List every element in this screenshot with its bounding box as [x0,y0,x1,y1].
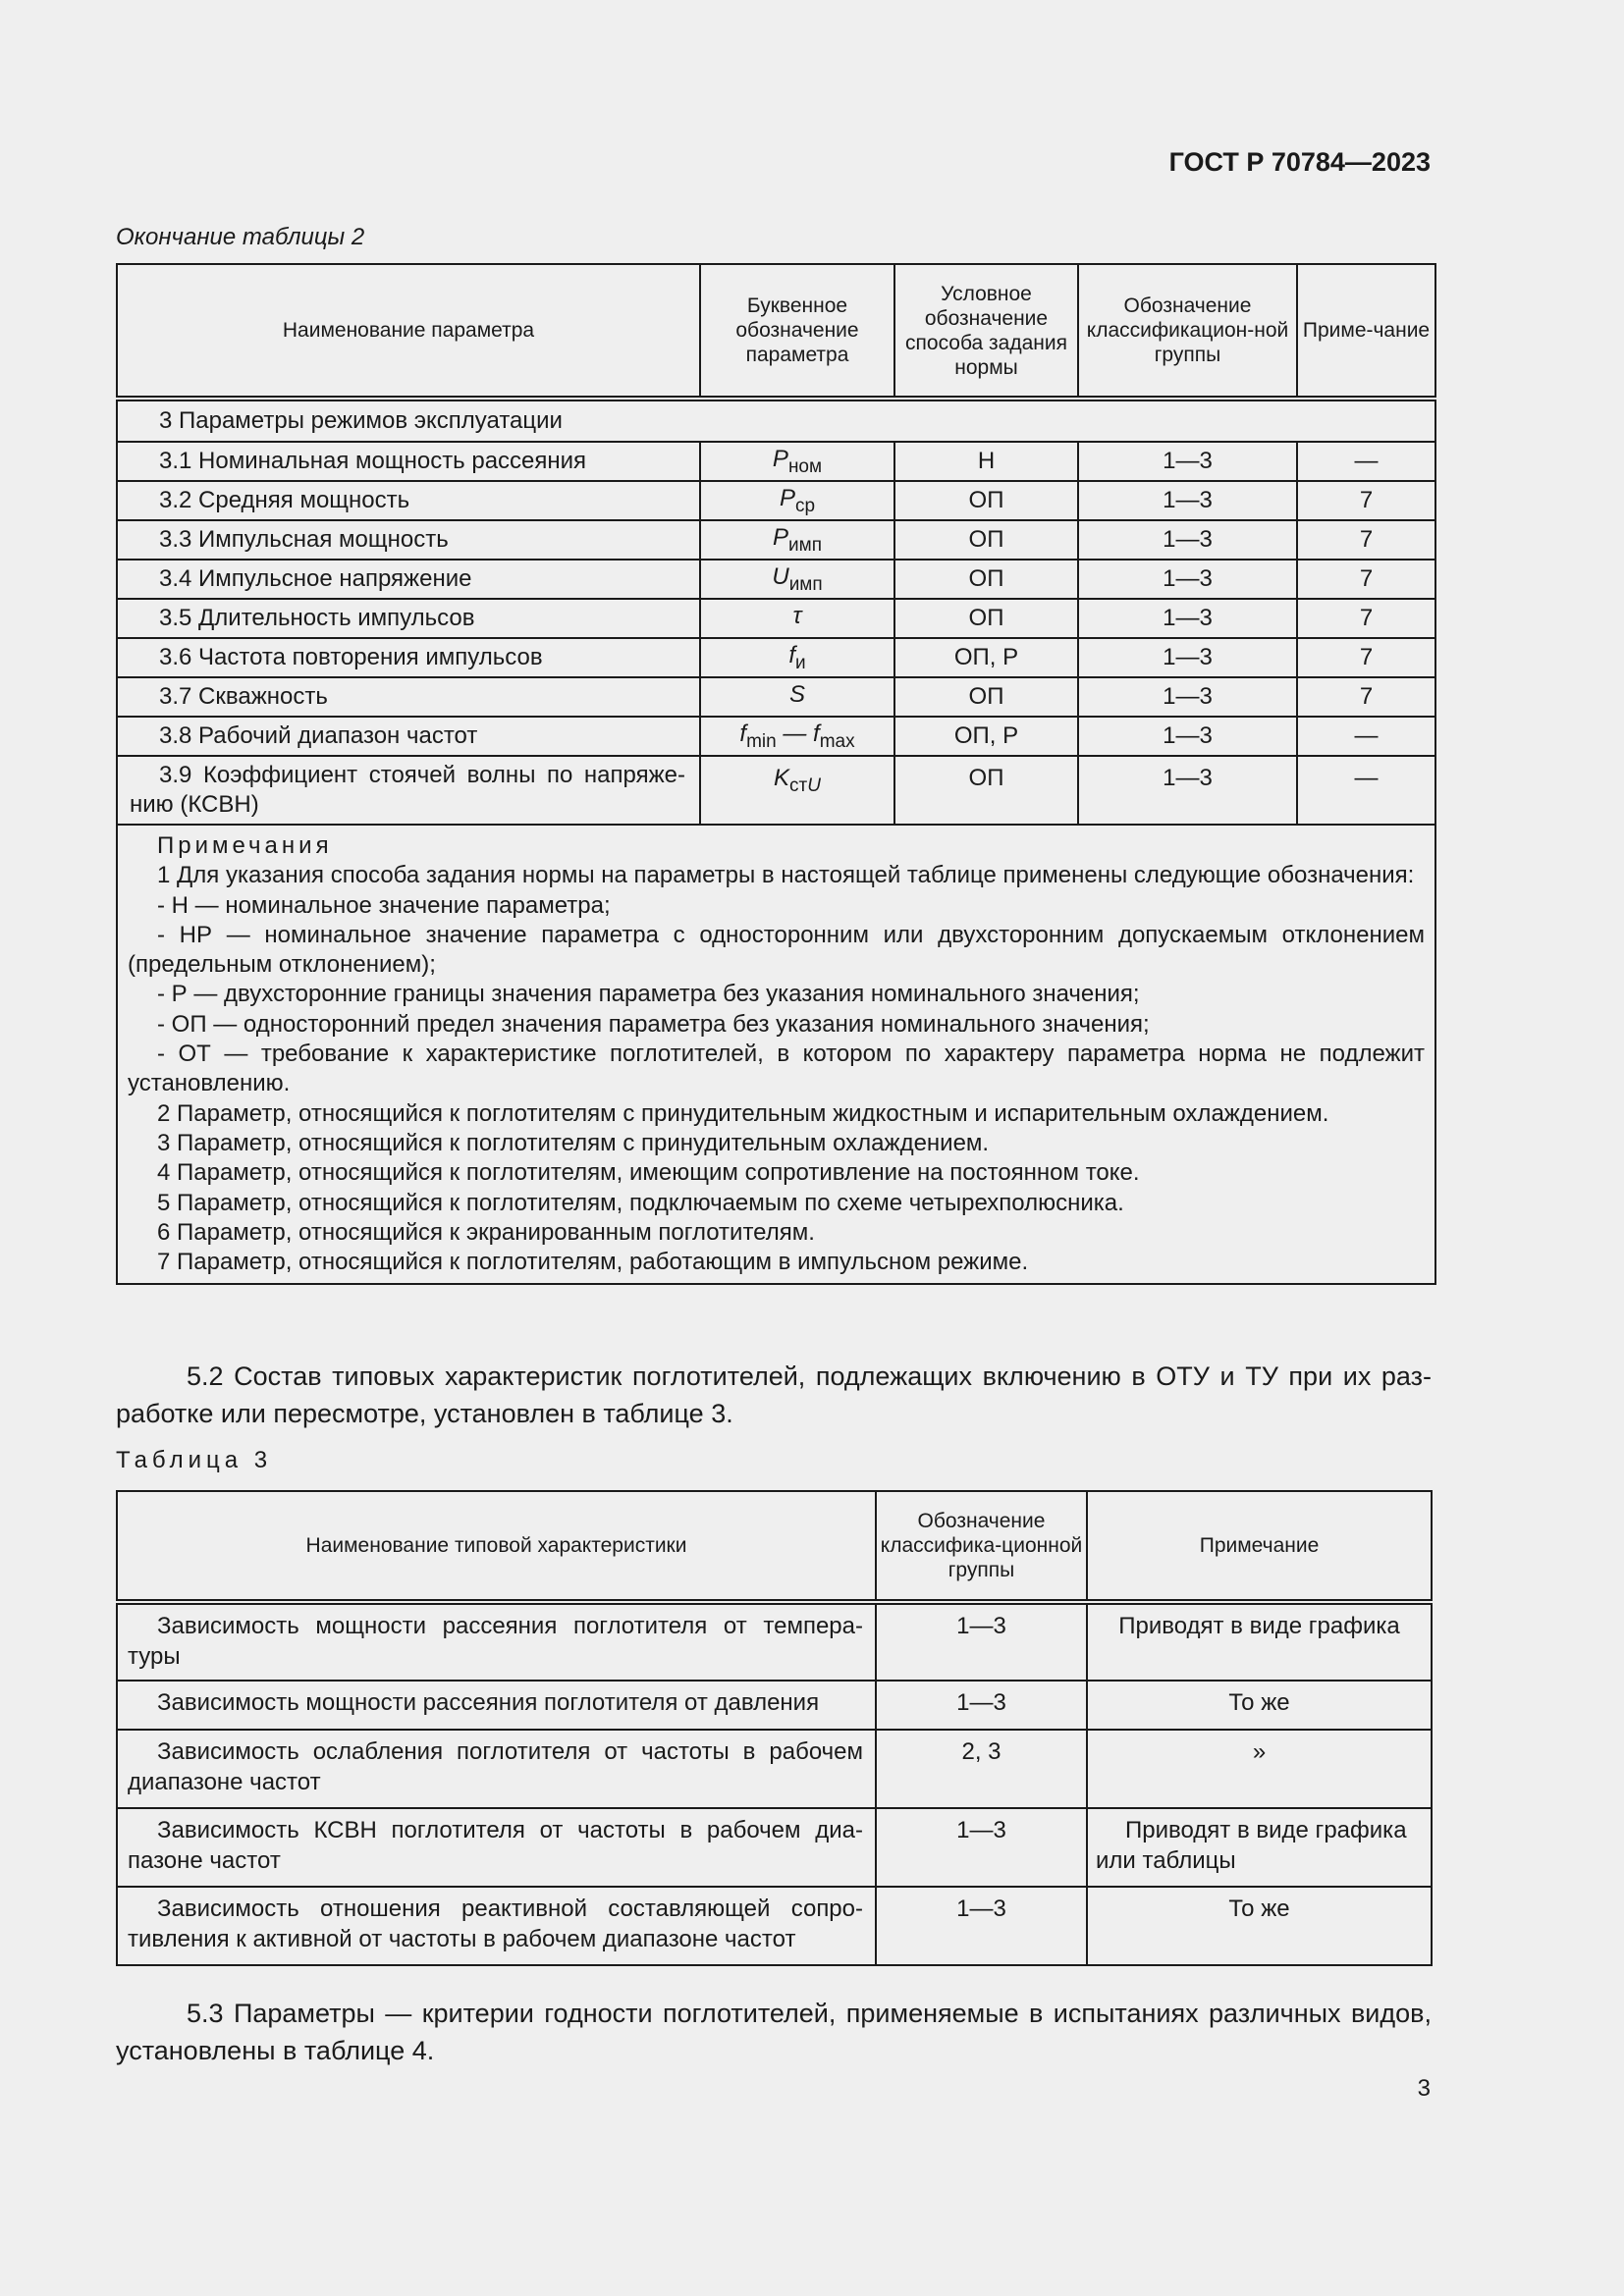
table-row [117,677,1435,717]
table2-col-symbol: Буквенное обозначение параметра [700,264,894,399]
table3-col-note: Примечание [1087,1491,1432,1602]
characteristic-group: 1—3 [876,1681,1087,1730]
note-line: - ОП — односторонний предел значения параметра без указания номинального значения; [157,1010,1150,1038]
note-line: 4 Параметр, относящийся к поглотителям, имеющим сопротивление на постоянном токе. [157,1159,1140,1187]
note-line: 1 Для указания способа задания нормы на параметры в настоящей таблице применены следующие обозначения: [157,862,1415,889]
section-title: 3 Параметры режимов эксплуатации [117,399,1435,442]
param-method: ОП [894,520,1078,560]
table-row [117,599,1435,638]
param-note: 7 [1297,677,1435,717]
param-symbol: $K_{стU}$ [700,756,894,825]
table3-caption: Таблица 3 [116,1447,273,1473]
note-line: - ОТ — требование к характеристике поглотителей, в котором по характеру параметра норма не подлежит установлению. [128,1041,1425,1097]
table-row [117,1808,1432,1887]
characteristic-name: Зависимость мощности рассеяния поглотителя от давления [117,1681,876,1730]
param-symbol: $f_и$ [700,638,894,677]
note-line: 7 Параметр, относящийся к поглотителям, работающим в импульсном режиме. [157,1249,1029,1276]
table-row [117,1602,1432,1681]
note-line: 3 Параметр, относящийся к поглотителям с принудительным охлаждением. [157,1129,990,1156]
table3-col-group: Обозначение классифика-ционной группы [876,1491,1087,1602]
characteristic-note: То же [1087,1887,1432,1965]
characteristic-name: Зависимость отношения реактивной составляющей сопро-тивления к активной от частоты в рабочем диапазоне частот [117,1887,876,1965]
param-method: ОП [894,560,1078,599]
param-name: 3.1 Номинальная мощность рассеяния [117,442,700,481]
param-name: 3.5 Длительность импульсов [117,599,700,638]
paragraph-5-3: 5.3 Параметры — критерии годности поглотителей, применяемые в испытаниях различных видов, установлены в таблице 4. [116,1999,1432,2065]
param-note: — [1297,717,1435,756]
table3-header-row [117,1491,1432,1602]
param-name: 3.2 Средняя мощность [117,481,700,520]
table2-notes-row [117,825,1435,1284]
note-line: - НР — номинальное значение параметра с односторонним или двухсторонним допускаемым отклонением (предельным отклонением); [128,921,1425,979]
table2-caption: Окончание таблицы 2 [116,224,365,250]
notes-block [117,825,1435,1284]
param-method: Н [894,442,1078,481]
param-name: 3.7 Скважность [117,677,700,717]
param-symbol: $f_{min}$ — $f_{max}$ [700,717,894,756]
param-group: 1—3 [1078,442,1297,481]
document-id: ГОСТ Р 70784—2023 [1168,147,1431,177]
paragraph-5-2: 5.2 Состав типовых характеристик поглотителей, подлежащих включению в ОТУ и ТУ при их раз-работке или пересмотре, установлен в таблице 3. [116,1362,1432,1428]
param-method: ОП [894,481,1078,520]
table2-section-row [117,399,1435,442]
characteristic-group: 1—3 [876,1808,1087,1887]
note-line: 6 Параметр, относящийся к экранированным поглотителям. [157,1218,815,1246]
note-line: 2 Параметр, относящийся к поглотителям с принудительным жидкостным и испарительным охлаждением. [157,1099,1329,1127]
characteristic-note: » [1087,1730,1432,1808]
characteristic-group: 2, 3 [876,1730,1087,1808]
table-row [117,1887,1432,1965]
note-line: 5 Параметр, относящийся к поглотителям, подключаемым по схеме четырехполюсника. [157,1189,1124,1216]
param-group: 1—3 [1078,481,1297,520]
characteristic-name: Зависимость мощности рассеяния поглотителя от темпера-туры [117,1602,876,1681]
table3-col-name: Наименование типовой характеристики [117,1491,876,1602]
param-symbol: $P_{ср}$ [700,481,894,520]
table-row [117,560,1435,599]
page-number: 3 [1417,2075,1431,2102]
param-symbol: S [700,677,894,717]
param-method: ОП, Р [894,638,1078,677]
param-group: 1—3 [1078,520,1297,560]
param-name: 3.3 Импульсная мощность [117,520,700,560]
param-name: 3.9 Коэффициент стоячей волны по напряже-нию (КСВН) [117,756,700,825]
param-method: ОП [894,756,1078,825]
table-row [117,638,1435,677]
table-3 [116,1490,1433,1966]
characteristic-group: 1—3 [876,1887,1087,1965]
table-row [117,481,1435,520]
param-group: 1—3 [1078,717,1297,756]
note-line: - Н — номинальное значение параметра; [157,891,611,919]
table-row [117,520,1435,560]
param-group: 1—3 [1078,756,1297,825]
characteristic-note: Приводят в виде графика или таблицы [1087,1808,1432,1887]
param-note: 7 [1297,638,1435,677]
param-note: — [1297,442,1435,481]
param-method: ОП, Р [894,717,1078,756]
characteristic-group: 1—3 [876,1602,1087,1681]
table2-col-name: Наименование параметра [117,264,700,399]
param-symbol: $P_{имп}$ [700,520,894,560]
table2-col-method: Условное обозначение способа задания нормы [894,264,1078,399]
table-row [117,1730,1432,1808]
table-row [117,442,1435,481]
characteristic-note: Приводят в виде графика [1087,1602,1432,1681]
param-symbol: $P_{ном}$ [700,442,894,481]
characteristic-name: Зависимость ослабления поглотителя от частоты в рабочем диапазоне частот [117,1730,876,1808]
table-row [117,717,1435,756]
param-symbol: τ [700,599,894,638]
table2-col-note: Приме-чание [1297,264,1435,399]
table-row [117,756,1435,825]
table2-header-row [117,264,1435,399]
note-line: - Р — двухсторонние границы значения параметра без указания номинального значения; [157,981,1140,1008]
param-group: 1—3 [1078,677,1297,717]
table-2 [116,263,1436,1285]
param-name: 3.6 Частота повторения импульсов [117,638,700,677]
characteristic-note: То же [1087,1681,1432,1730]
param-name: 3.4 Импульсное напряжение [117,560,700,599]
param-group: 1—3 [1078,599,1297,638]
characteristic-name: Зависимость КСВН поглотителя от частоты в рабочем диа-пазоне частот [117,1808,876,1887]
param-group: 1—3 [1078,638,1297,677]
table2-col-group: Обозначение классификацион-ной группы [1078,264,1297,399]
param-symbol: $U_{имп}$ [700,560,894,599]
notes-title: Примечания [157,832,333,859]
param-group: 1—3 [1078,560,1297,599]
param-note: 7 [1297,481,1435,520]
table-row [117,1681,1432,1730]
param-method: ОП [894,677,1078,717]
param-note: 7 [1297,520,1435,560]
param-method: ОП [894,599,1078,638]
param-note: 7 [1297,599,1435,638]
param-name: 3.8 Рабочий диапазон частот [117,717,700,756]
param-note: — [1297,756,1435,825]
param-note: 7 [1297,560,1435,599]
